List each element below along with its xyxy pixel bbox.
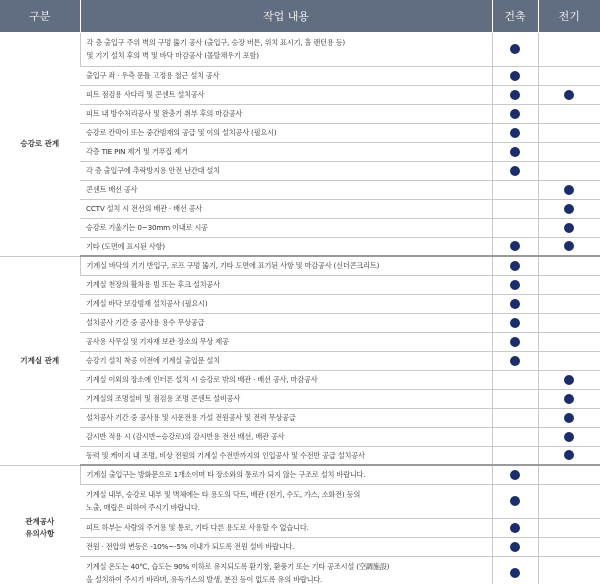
arch-mark-cell	[492, 199, 538, 218]
task-description	[80, 313, 492, 332]
elec-mark-cell	[538, 446, 600, 465]
task-text-line: 감시반 적용 시 (감시반~승강로)의 감시반용 전선 배선, 배관 공사	[86, 432, 285, 441]
task-description	[80, 256, 492, 275]
category-cell	[0, 256, 80, 465]
filled-circle-icon	[564, 241, 574, 251]
filled-circle-icon	[510, 542, 520, 552]
table-row	[0, 370, 600, 389]
category-cell	[0, 465, 80, 584]
elec-mark-cell	[538, 123, 600, 142]
arch-mark-cell	[492, 294, 538, 313]
table-row	[0, 537, 600, 556]
filled-circle-icon	[510, 470, 520, 480]
task-text-line: 기계실의 조명설비 및 점검용 조명 콘센트 설비공사	[86, 394, 241, 403]
task-description	[80, 237, 492, 256]
arch-mark-cell	[492, 104, 538, 123]
task-text-line: 및 기기 설치 후의 벽 및 바닥 마감공사 (몰탈채우기 포함)	[86, 51, 259, 60]
task-description	[80, 537, 492, 556]
task-text-line: 각층 TIE PIN 제거 및 거푸집 제거	[86, 147, 188, 156]
filled-circle-icon	[564, 223, 574, 233]
task-description	[80, 389, 492, 408]
arch-mark-cell	[492, 275, 538, 294]
task-description	[80, 484, 492, 518]
table-row	[0, 465, 600, 484]
arch-mark-cell	[492, 465, 538, 484]
elec-mark-cell	[538, 237, 600, 256]
table-row	[0, 313, 600, 332]
table-row	[0, 218, 600, 237]
header-task: 작업 내용	[80, 0, 492, 32]
elec-mark-cell	[538, 389, 600, 408]
filled-circle-icon	[510, 280, 520, 290]
table-row	[0, 518, 600, 537]
elec-mark-cell	[538, 332, 600, 351]
task-text-line: 피트 하부는 사람의 주거용 및 통로, 기타 다른 용도로 사용할 수 없습니다.	[86, 523, 309, 532]
filled-circle-icon	[510, 318, 520, 328]
filled-circle-icon	[510, 568, 520, 578]
task-description	[80, 332, 492, 351]
elec-mark-cell	[538, 351, 600, 370]
task-text-line: 설치공사 기간 중 공사용 및 시운전용 가설 전원공사 및 전력 무상공급	[86, 413, 296, 422]
task-text-line: 설치공사 기간 중 공사용 용수 무상공급	[86, 318, 205, 327]
filled-circle-icon	[510, 128, 520, 138]
task-description	[80, 556, 492, 584]
arch-mark-cell	[492, 408, 538, 427]
table-row	[0, 351, 600, 370]
task-description	[80, 465, 492, 484]
elec-mark-cell	[538, 104, 600, 123]
filled-circle-icon	[564, 432, 574, 442]
filled-circle-icon	[564, 450, 574, 460]
elec-mark-cell	[538, 370, 600, 389]
elec-mark-cell	[538, 180, 600, 199]
task-text-line: 피트 점검용 사다리 및 콘센트 설치공사	[86, 90, 205, 99]
arch-mark-cell	[492, 180, 538, 199]
task-text-line: 기계실 바닥의 기기 반입구, 로프 구멍 뚫기, 기타 도면에 표기된 사항 및 마감공사 (신더콘크리트)	[86, 261, 380, 271]
filled-circle-icon	[510, 261, 520, 271]
header-arch: 건축	[492, 0, 538, 32]
filled-circle-icon	[510, 44, 520, 54]
elec-mark-cell	[538, 408, 600, 427]
task-text-line: CCTV 설치 시 전선의 배관 · 배선 공사	[86, 204, 203, 213]
arch-mark-cell	[492, 518, 538, 537]
task-description	[80, 351, 492, 370]
task-text-line: 출입구 좌 · 우측 문틀 고정용 철근 설치 공사	[86, 71, 220, 80]
task-text-line: 기계실 내부, 승강로 내부 및 벽체에는 타 용도의 닥트, 배관 (전기, 수도, 가스, 소화전) 등의	[86, 490, 361, 499]
filled-circle-icon	[510, 241, 520, 251]
filled-circle-icon	[510, 337, 520, 347]
filled-circle-icon	[510, 109, 520, 119]
elec-mark-cell	[538, 199, 600, 218]
elec-mark-cell	[538, 556, 600, 584]
category-label: 기계실 관계	[20, 355, 60, 365]
table-row	[0, 484, 600, 518]
task-text-line: 노출, 매립은 피하여 주시기 바랍니다.	[86, 503, 200, 512]
arch-mark-cell	[492, 218, 538, 237]
elec-mark-cell	[538, 294, 600, 313]
task-description	[80, 104, 492, 123]
task-text-line: 콘센트 배선 공사	[86, 185, 138, 194]
elec-mark-cell	[538, 275, 600, 294]
task-text-line: 전원 · 전압의 변동은 -10%~-5% 이내가 되도록 전원 설비 바랍니다.	[86, 542, 295, 551]
task-text-line: 기타 (도면에 표시된 사항)	[86, 241, 165, 251]
elec-mark-cell	[538, 85, 600, 104]
task-description	[80, 427, 492, 446]
arch-mark-cell	[492, 256, 538, 275]
filled-circle-icon	[510, 496, 520, 506]
table-row	[0, 66, 600, 85]
arch-mark-cell	[492, 161, 538, 180]
arch-mark-cell	[492, 446, 538, 465]
task-text-line: 기계실 출입구는 방화문으로 1개소이며 타 장소와의 통로가 되지 않는 구조로 설치 바랍니다.	[86, 470, 366, 480]
table-row	[0, 104, 600, 123]
table-row	[0, 332, 600, 351]
filled-circle-icon	[510, 356, 520, 366]
table-row	[0, 389, 600, 408]
arch-mark-cell	[492, 484, 538, 518]
table-row	[0, 142, 600, 161]
table-row	[0, 180, 600, 199]
arch-mark-cell	[492, 142, 538, 161]
elec-mark-cell	[538, 427, 600, 446]
elec-mark-cell	[538, 313, 600, 332]
arch-mark-cell	[492, 556, 538, 584]
elec-mark-cell	[538, 142, 600, 161]
task-text-line: 을 설치하여 주시기 바라며, 유독가스의 발생, 분진 등이 없도록 유의 바랍니다.	[86, 574, 323, 584]
table-row	[0, 446, 600, 465]
task-text-line: 각 층 출입구 주위 벽의 구멍 뚫기 공사 (출입구, 승장 버튼, 위치 표시기, 홀 랜턴용 등)	[86, 38, 346, 47]
elec-mark-cell	[538, 66, 600, 85]
task-text-line: 동력 및 케이지 내 조명, 비상 전원의 기계실 수전반까지의 인입공사 및 수전반 공급 설치공사	[86, 450, 365, 460]
task-description	[80, 85, 492, 104]
task-text-line: 기계실 온도는 40℃, 습도는 90% 이하로 유지되도록 환기창, 환풍기 또는 기타 공조시설 (空調施設)	[86, 561, 390, 571]
filled-circle-icon	[510, 166, 520, 176]
task-description	[80, 123, 492, 142]
category-label: 유의사항	[25, 528, 55, 538]
elec-mark-cell	[538, 537, 600, 556]
task-description	[80, 161, 492, 180]
table-row	[0, 199, 600, 218]
task-description	[80, 446, 492, 465]
elec-mark-cell	[538, 484, 600, 518]
arch-mark-cell	[492, 313, 538, 332]
filled-circle-icon	[564, 394, 574, 404]
arch-mark-cell	[492, 370, 538, 389]
arch-mark-cell	[492, 237, 538, 256]
task-description	[80, 218, 492, 237]
task-text-line: 기계실 이외의 장소에 인터폰 설치 시 승강로 밖의 배관 · 배선 공사, 마감공사	[86, 375, 318, 384]
table-header-row	[0, 0, 600, 32]
arch-mark-cell	[492, 389, 538, 408]
filled-circle-icon	[564, 204, 574, 214]
elec-mark-cell	[538, 518, 600, 537]
task-description	[80, 294, 492, 313]
table-row	[0, 32, 600, 66]
category-cell	[0, 32, 80, 256]
filled-circle-icon	[510, 523, 520, 533]
task-description	[80, 66, 492, 85]
table-row	[0, 275, 600, 294]
table-row	[0, 408, 600, 427]
table-row	[0, 161, 600, 180]
arch-mark-cell	[492, 351, 538, 370]
filled-circle-icon	[564, 375, 574, 385]
task-text-line: 각 층 출입구에 추락방지용 안전 난간대 설치	[86, 166, 220, 175]
task-description	[80, 408, 492, 427]
arch-mark-cell	[492, 66, 538, 85]
table-row	[0, 123, 600, 142]
elec-mark-cell	[538, 161, 600, 180]
arch-mark-cell	[492, 427, 538, 446]
filled-circle-icon	[510, 90, 520, 100]
table-row	[0, 427, 600, 446]
category-label: 승강로 관계	[20, 139, 60, 148]
task-description	[80, 180, 492, 199]
header-elec: 전기	[538, 0, 600, 32]
table-row	[0, 256, 600, 275]
task-text-line: 기계실 바닥 보강빔재 설치공사 (필요시)	[86, 299, 208, 308]
filled-circle-icon	[564, 90, 574, 100]
elec-mark-cell	[538, 256, 600, 275]
arch-mark-cell	[492, 332, 538, 351]
category-label: 관계공사	[25, 516, 55, 526]
elec-mark-cell	[538, 32, 600, 66]
table-row	[0, 294, 600, 313]
task-text-line: 승강로 기울기는 0~30mm 이내로 시공	[86, 223, 208, 232]
filled-circle-icon	[510, 147, 520, 157]
task-description	[80, 518, 492, 537]
task-text-line: 승강기 설치 착공 이전에 기계실 출입문 설치	[86, 356, 220, 365]
task-description	[80, 199, 492, 218]
task-text-line: 공사용 사무실 및 기자재 보관 장소의 무상 제공	[86, 337, 229, 346]
header-category: 구분	[0, 0, 80, 32]
filled-circle-icon	[510, 71, 520, 81]
task-description	[80, 32, 492, 66]
task-text-line: 피트 내 방수처리공사 및 완충기 취부 후의 마감공사	[86, 109, 243, 118]
table-body	[0, 32, 600, 584]
filled-circle-icon	[510, 299, 520, 309]
elec-mark-cell	[538, 465, 600, 484]
task-description	[80, 370, 492, 389]
elec-mark-cell	[538, 218, 600, 237]
task-description	[80, 275, 492, 294]
arch-mark-cell	[492, 32, 538, 66]
arch-mark-cell	[492, 537, 538, 556]
task-text-line: 승강로 칸막이 또는 중간빔재의 공급 및 이의 설치공사 (필요시)	[86, 128, 277, 137]
table-row	[0, 237, 600, 256]
arch-mark-cell	[492, 85, 538, 104]
arch-mark-cell	[492, 123, 538, 142]
filled-circle-icon	[564, 185, 574, 195]
table-row	[0, 85, 600, 104]
task-text-line: 기계실 천장의 활차용 빔 또는 후크 설치공사	[86, 280, 220, 289]
filled-circle-icon	[564, 413, 574, 423]
table-row	[0, 556, 600, 584]
task-description	[80, 142, 492, 161]
